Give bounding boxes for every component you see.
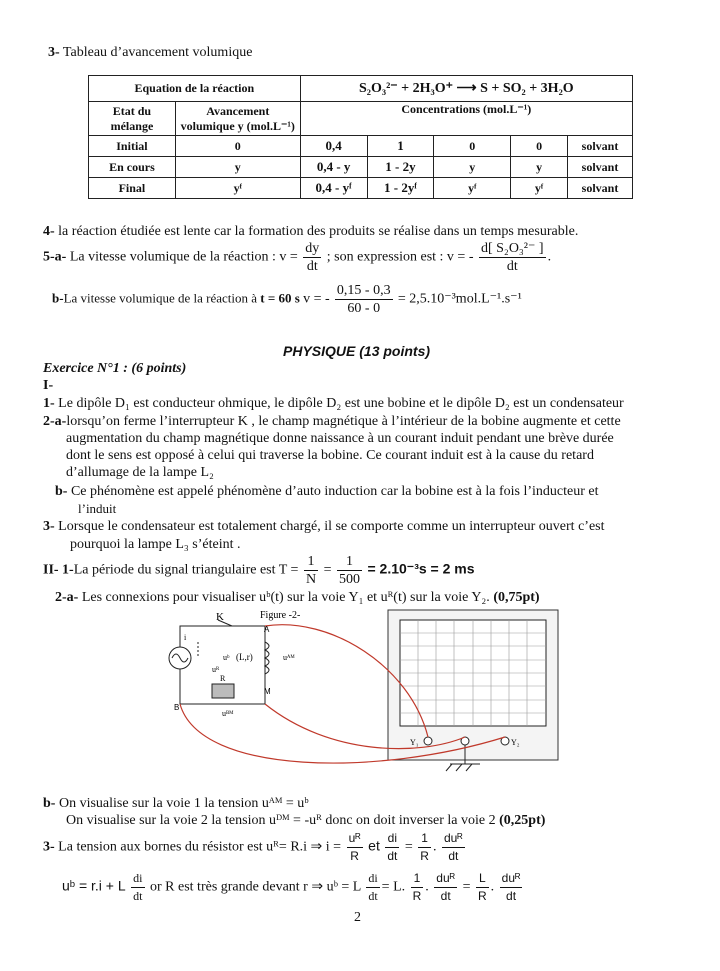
label-ur: uᴿ (212, 665, 220, 674)
label-i: i (184, 633, 187, 642)
row-c3: y (434, 157, 511, 178)
label-y2: Y₂ (511, 738, 520, 747)
concentration-derivative: $\frac{\text{d[ S₂O₃²⁻ ]}}{dt}$ (480, 241, 544, 274)
label-b: B (174, 703, 180, 712)
row-c5: solvant (568, 178, 633, 199)
iib-line-2: On visualise sur la voie 2 la tension uᴰᴹ = -uᴿ donc on doit inverser la voie 2 (0,25pt) (66, 813, 546, 828)
row-c1: 0,4 - y (300, 157, 367, 178)
table-row (89, 157, 633, 178)
part-one: I- (43, 378, 54, 393)
row-c3: 0 (434, 136, 511, 157)
label-ub: uᵇ (223, 653, 230, 662)
table-row (89, 136, 633, 157)
reaction-equation: S₂O₃²⁻ + 2H₃O⁺ ⟶ S + SO₂ + 3H₂O (300, 76, 632, 102)
label-uam: uᴬᴹ (283, 653, 295, 662)
ii1-text: La période du signal triangulaire est T = (73, 562, 299, 578)
row-c4: 0 (511, 136, 568, 157)
page-number: 2 (354, 910, 361, 925)
p3-line-2: pourquoi la lampe L₃ s’éteint . (70, 537, 241, 552)
q5b-result: = 2,5.10⁻³mol.L⁻¹.s⁻¹ (397, 291, 522, 307)
q3b-text: La tension aux bornes du résistor est uᴿ= R.i ⇒ i = (58, 839, 342, 855)
etat-header: Etat du mélange (89, 102, 176, 136)
p1-text: Le dipôle D₁ est conducteur ohmique, le dipôle D₂ est une bobine et le dipôle D₂ est un condensateur (58, 396, 624, 411)
p1-line: 1- Le dipôle D₁ est conducteur ohmique, le dipôle D₂ est une bobine et le dipôle D₂ est un condensateur (43, 396, 624, 411)
period-fraction-2: $\frac{1}{500}$ (338, 554, 360, 587)
row-etat: Final (89, 178, 176, 199)
resistor-symbol (212, 684, 234, 698)
period-fraction-1: $\frac{1}{N}$ (305, 554, 317, 587)
q5a-text: La vitesse volumique de la réaction : v = (69, 249, 298, 265)
row-c1: 0,4 (300, 136, 367, 157)
row-c5: solvant (568, 157, 633, 178)
row-etat: En cours (89, 157, 176, 178)
circuit-figure (160, 606, 560, 778)
row-y: y (175, 157, 300, 178)
p3-line-1: 3- Lorsque le condensateur est totalement chargé, il se comporte comme un interrupteur ouvert c’est (43, 519, 605, 534)
q3b-line: 3- La tension aux bornes du résistor est uᴿ= R.i ⇒ i = $\frac{\text{uᴿ}}{R}$ et $\frac{di}{dt}$ = $\frac{1}{R}$ . $\frac{\text{duᴿ}}{dt}$ (43, 831, 463, 863)
p2b-line-2: l’induit (78, 501, 117, 516)
p2a-line-1: 2-a-lorsqu’on ferme l’interrupteur K , le champ magnétique à l’intérieur de la bobine augmente et cette (43, 414, 621, 429)
row-c4: y (511, 157, 568, 178)
equation-header: Equation de la réaction (89, 76, 301, 102)
label-r: R (220, 674, 226, 683)
q4-text: la réaction étudiée est lente car la formation des produits se réalise dans un temps mesurable. (58, 224, 579, 239)
label-y1: Y₁ (410, 738, 419, 747)
q5b-text: La vitesse volumique de la réaction à (63, 290, 258, 306)
concentrations-header: Concentrations (mol.L⁻¹) (300, 102, 632, 136)
q5b-v: v = - (303, 291, 330, 307)
q5b-label: b- (52, 290, 64, 306)
p2a-line-2: augmentation du champ magnétique donne naissance à un courant induit pendant une brève durée (66, 431, 614, 446)
q3-title: Tableau d’avancement volumique (62, 45, 253, 60)
q5a-line: 5-a- La vitesse volumique de la réaction : v = $\frac{dy}{dt}$ ; son expression est : v = - $\frac{\text{d[ S₂O₃²⁻ ]}}{dt}$ . (43, 241, 552, 274)
p2a-line-4: d’allumage de la lampe L₂ (66, 465, 214, 480)
exercice-title: Exercice N°1 : (6 points) (43, 361, 187, 376)
label-ubm: uᴮᴹ (222, 709, 234, 718)
physique-title: PHYSIQUE (13 points) (283, 343, 431, 359)
q4-line: 4- la réaction étudiée est lente car la formation des produits se réalise dans un temps mesurable. (43, 224, 579, 239)
q5a-label: 5-a- (43, 249, 67, 265)
q5b-line (52, 282, 522, 317)
label-a: A (264, 625, 270, 634)
row-etat: Initial (89, 136, 176, 157)
row-y: yᶠ (175, 178, 300, 199)
label-k: K (216, 611, 224, 623)
label-m: M (264, 687, 271, 696)
y1-terminal (424, 737, 432, 745)
advancement-table (88, 75, 633, 199)
period-result: = 2.10⁻³s = 2 ms (367, 560, 475, 577)
row-y: 0 (175, 136, 300, 157)
row-c2: 1 (367, 136, 434, 157)
dy-dt-fraction: $\frac{dy}{dt}$ (305, 241, 320, 274)
label-coil: (L,r) (236, 652, 253, 662)
table-row (89, 178, 633, 199)
row-c4: yᶠ (511, 178, 568, 199)
ii2a-points: (0,75pt) (493, 590, 540, 605)
avancement-header: Avancement volumique y (mol.L⁻¹) (175, 102, 300, 136)
row-c2: 1 - 2y (367, 157, 434, 178)
q5b-time: t = 60 s (260, 290, 300, 306)
ii2a-text: Les connexions pour visualiser uᵇ(t) sur la voie Y₁ et uᴿ(t) sur la voie Y₂. (81, 590, 490, 605)
coil-symbol (265, 642, 269, 674)
ii1-line: II- 1-La période du signal triangulaire est T = $\frac{1}{N}$ = $\frac{1}{500}$ = 2.10⁻³s = 2 ms (43, 554, 475, 587)
q3-heading: 3- Tableau d’avancement volumique (48, 45, 253, 60)
row-c3: yᶠ (434, 178, 511, 199)
iib-line-1: b- On visualise sur la voie 1 la tension uᴬᴹ = uᵇ (43, 796, 309, 811)
row-c2: 1 - 2yᶠ (367, 178, 434, 199)
q5b-fraction: $\frac{0,15 - 0,3}{60 - 0}$ (336, 283, 391, 316)
q5a-expression-text: ; son expression est : v = - (326, 249, 474, 265)
p2a-line-3: dont le sens est opposé à celui qui traverse la bobine. Ce courant induit est à la cause du retard (66, 448, 594, 463)
ii1-label: II- 1- (43, 562, 74, 578)
row-c5: solvant (568, 136, 633, 157)
p2b-line-1: b- Ce phénomène est appelé phénomène d’auto induction car la bobine est à la fois l’inducteur et (55, 484, 599, 499)
row-c1: 0,4 - yᶠ (300, 178, 367, 199)
figure-title: Figure -2- (260, 610, 301, 621)
last-line: uᵇ = r.i + L $\frac{di}{dt}$ or R est très grande devant r ⇒ uᵇ = L $\frac{di}{dt}$ = L. $\frac{1}{R}$ . $\frac{\text{duᴿ}}{dt}$ = $\frac{L}{R}$ . $\frac{\text{duᴿ}}{dt}$ (62, 871, 521, 903)
ii2a-line: 2-a- Les connexions pour visualiser uᵇ(t) sur la voie Y₁ et uᴿ(t) sur la voie Y₂. (0,75pt) (55, 590, 540, 605)
